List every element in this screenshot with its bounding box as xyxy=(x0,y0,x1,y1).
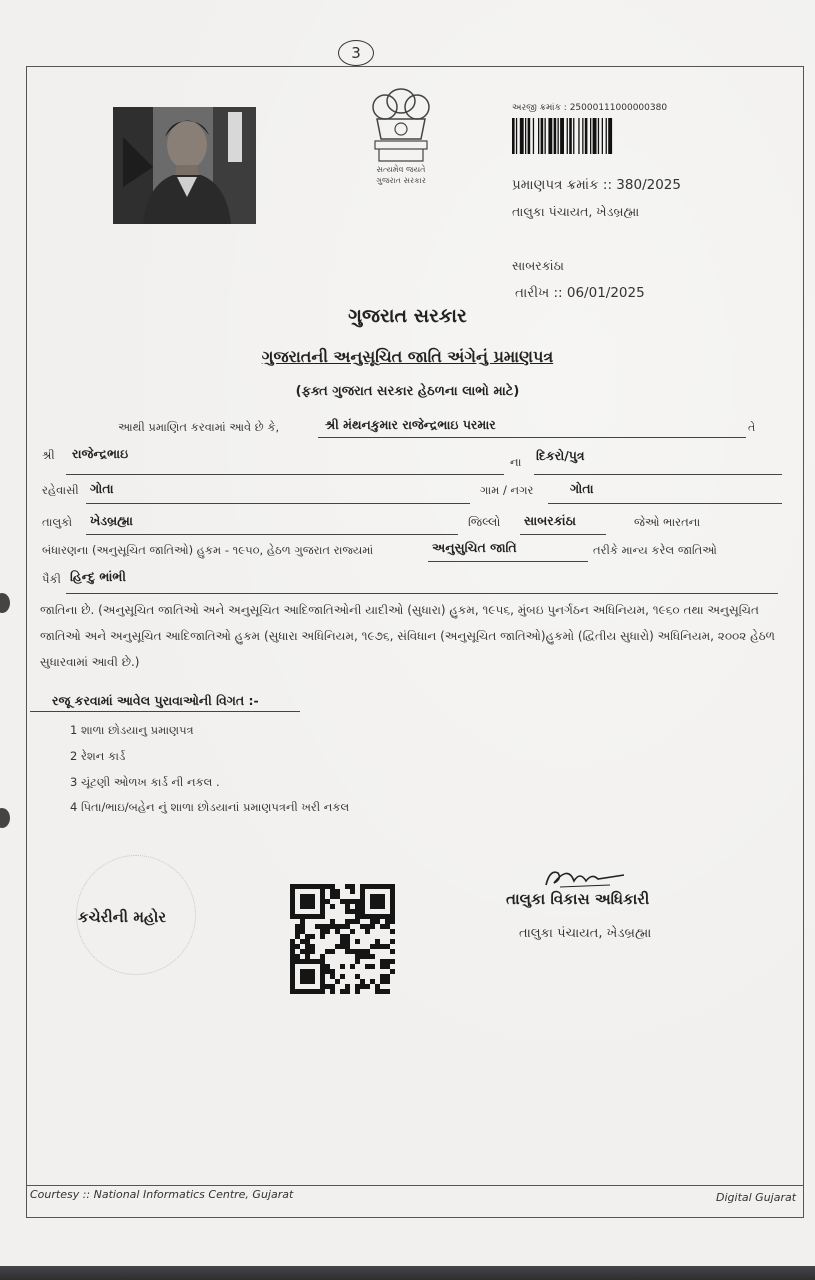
village-label: ગામ / નગર xyxy=(480,483,534,497)
jeo-label: જેઓ ભારતના xyxy=(634,515,701,529)
constitution-text: બંધારણના (અનુસૂચિત જાતિઓ) હુકમ - ૧૯૫૦, હેઠળ ગુજરાત રાજ્યમાં xyxy=(42,543,374,557)
proof-item: 4 પિતા/ભાઇ/બહેન નું શાળા છોડયાનાં પ્રમાણપત્રની ખરી નકલ xyxy=(70,800,350,814)
district-label: જિલ્લો xyxy=(468,515,501,529)
father-underline xyxy=(66,474,504,475)
government-title: ગુજરાત સરકાર xyxy=(348,305,467,327)
caste-underline xyxy=(66,593,778,594)
issuer-office: તાલુકા પંચાયત, ખેડબ્રહ્મા xyxy=(512,204,640,219)
proof-item: 3 ચૂંટણી ઓળખ કાર્ડ ની નકલ . xyxy=(70,775,220,789)
among-label: પૈકી xyxy=(42,572,61,586)
page-number: 3 xyxy=(338,40,374,66)
officer-title: તાલુકા વિકાસ અધિકારી xyxy=(506,890,650,908)
office-seal-label: કચેરીની મહોર xyxy=(78,908,167,926)
district-value: સાબરકાંઠા xyxy=(524,513,576,528)
footer-brand: Digital Gujarat xyxy=(716,1191,797,1204)
category-value: અનુસુચિત જાતિ xyxy=(432,540,517,555)
resident-label: રહેવાસી xyxy=(42,483,79,497)
name-underline xyxy=(318,437,746,438)
relation-value: દિકરો/પુત્ર xyxy=(536,448,585,463)
resident-underline xyxy=(86,503,470,504)
relation-underline xyxy=(534,474,782,475)
footer-divider xyxy=(26,1185,804,1186)
shri-label: શ્રી xyxy=(42,448,55,462)
punch-hole xyxy=(0,808,10,828)
te-label: તે xyxy=(748,421,756,434)
legal-paragraph: જાતિના છે. (અનુસૂચિત જાતિઓ અને અનુસૂચિત આદિજાતિઓની યાદીઓ (સુધારા) હુકમ, ૧૯૫૬, મુંબઇ પુનર્ગઠન અધિનિયમ, ૧૯૬૦ તથા અનુસૂચિત જાતિઓ અને અનુસૂચિત આદિજાતિઓ હુકમ (સુધારા અધિનિયમ, ૧૯૭૬, સંવિધાન (અનુસૂચિત જાતિઓ)હુકમો (દ્વિતીય સુધારો) અધિનિયમ, ૨૦૦૨ હેઠળ સુધારવામાં આવી છે.) xyxy=(40,603,776,669)
punch-hole xyxy=(0,593,10,613)
officer-signature xyxy=(540,863,630,893)
applicant-photo xyxy=(113,107,256,224)
footer-courtesy: Courtesy :: National Informatics Centre, Gujarat xyxy=(30,1188,294,1201)
binding-edge xyxy=(0,1266,815,1280)
officer-office: તાલુકા પંચાયત, ખેડબ્રહ્મા xyxy=(519,926,652,941)
proofs-heading-underline xyxy=(30,711,300,712)
taluka-label: તાલુકો xyxy=(42,515,73,529)
recognized-text: તરીકે માન્ય કરેલ જાતિઓ xyxy=(593,543,717,557)
application-number: અરજી ક્રમાંક : 25000111000000380 xyxy=(512,103,668,113)
certificate-title: ગુજરાતની અનુસૂચિત જાતિ અંગેનું પ્રમાણપત્ર xyxy=(261,347,554,366)
category-underline xyxy=(428,561,588,562)
village-value: ગોતા xyxy=(570,481,594,496)
certificate-subtitle: (ફક્ત ગુજરાત સરકાર હેઠળના લાભો માટે) xyxy=(295,384,520,399)
state-emblem xyxy=(363,83,439,188)
qr-code xyxy=(290,884,395,994)
father-name: રાજેન્દ્રભાઇ xyxy=(72,446,129,461)
proof-item: 1 શાળા છોડયાનુ પ્રમાણપત્ર xyxy=(70,723,194,737)
certify-label: આથી પ્રમાણિત કરવામાં આવે છે કે, xyxy=(118,420,280,434)
emblem-caption-1: સત્યમેવ જયતે xyxy=(376,165,426,174)
taluka-value: ખેડબ્રહ્મા xyxy=(90,513,133,528)
village-underline xyxy=(548,503,782,504)
district-underline xyxy=(520,534,606,535)
applicant-name: શ્રી મંથનકુમાર રાજેન્દ્રભાઇ પરમાર xyxy=(325,417,496,432)
certificate-number: પ્રમાણપત્ર ક્રમાંક :: 380/2025 xyxy=(512,177,681,193)
issue-date: તારીખ :: 06/01/2025 xyxy=(515,285,645,301)
district-name: સાબરકાંઠા xyxy=(512,258,564,273)
na-label: ના xyxy=(510,455,522,469)
emblem-caption-2: ગુજરાત સરકાર xyxy=(376,176,426,185)
taluka-underline xyxy=(86,534,458,535)
resident-value: ગોતા xyxy=(90,481,114,496)
barcode xyxy=(512,118,682,154)
proofs-heading: રજૂ કરવામાં આવેલ પુરાવાઓની વિગત :- xyxy=(52,693,259,708)
proof-item: 2 રેશન કાર્ડ xyxy=(70,749,126,763)
caste-value: હિન્દુ ભાંભી xyxy=(70,569,126,584)
